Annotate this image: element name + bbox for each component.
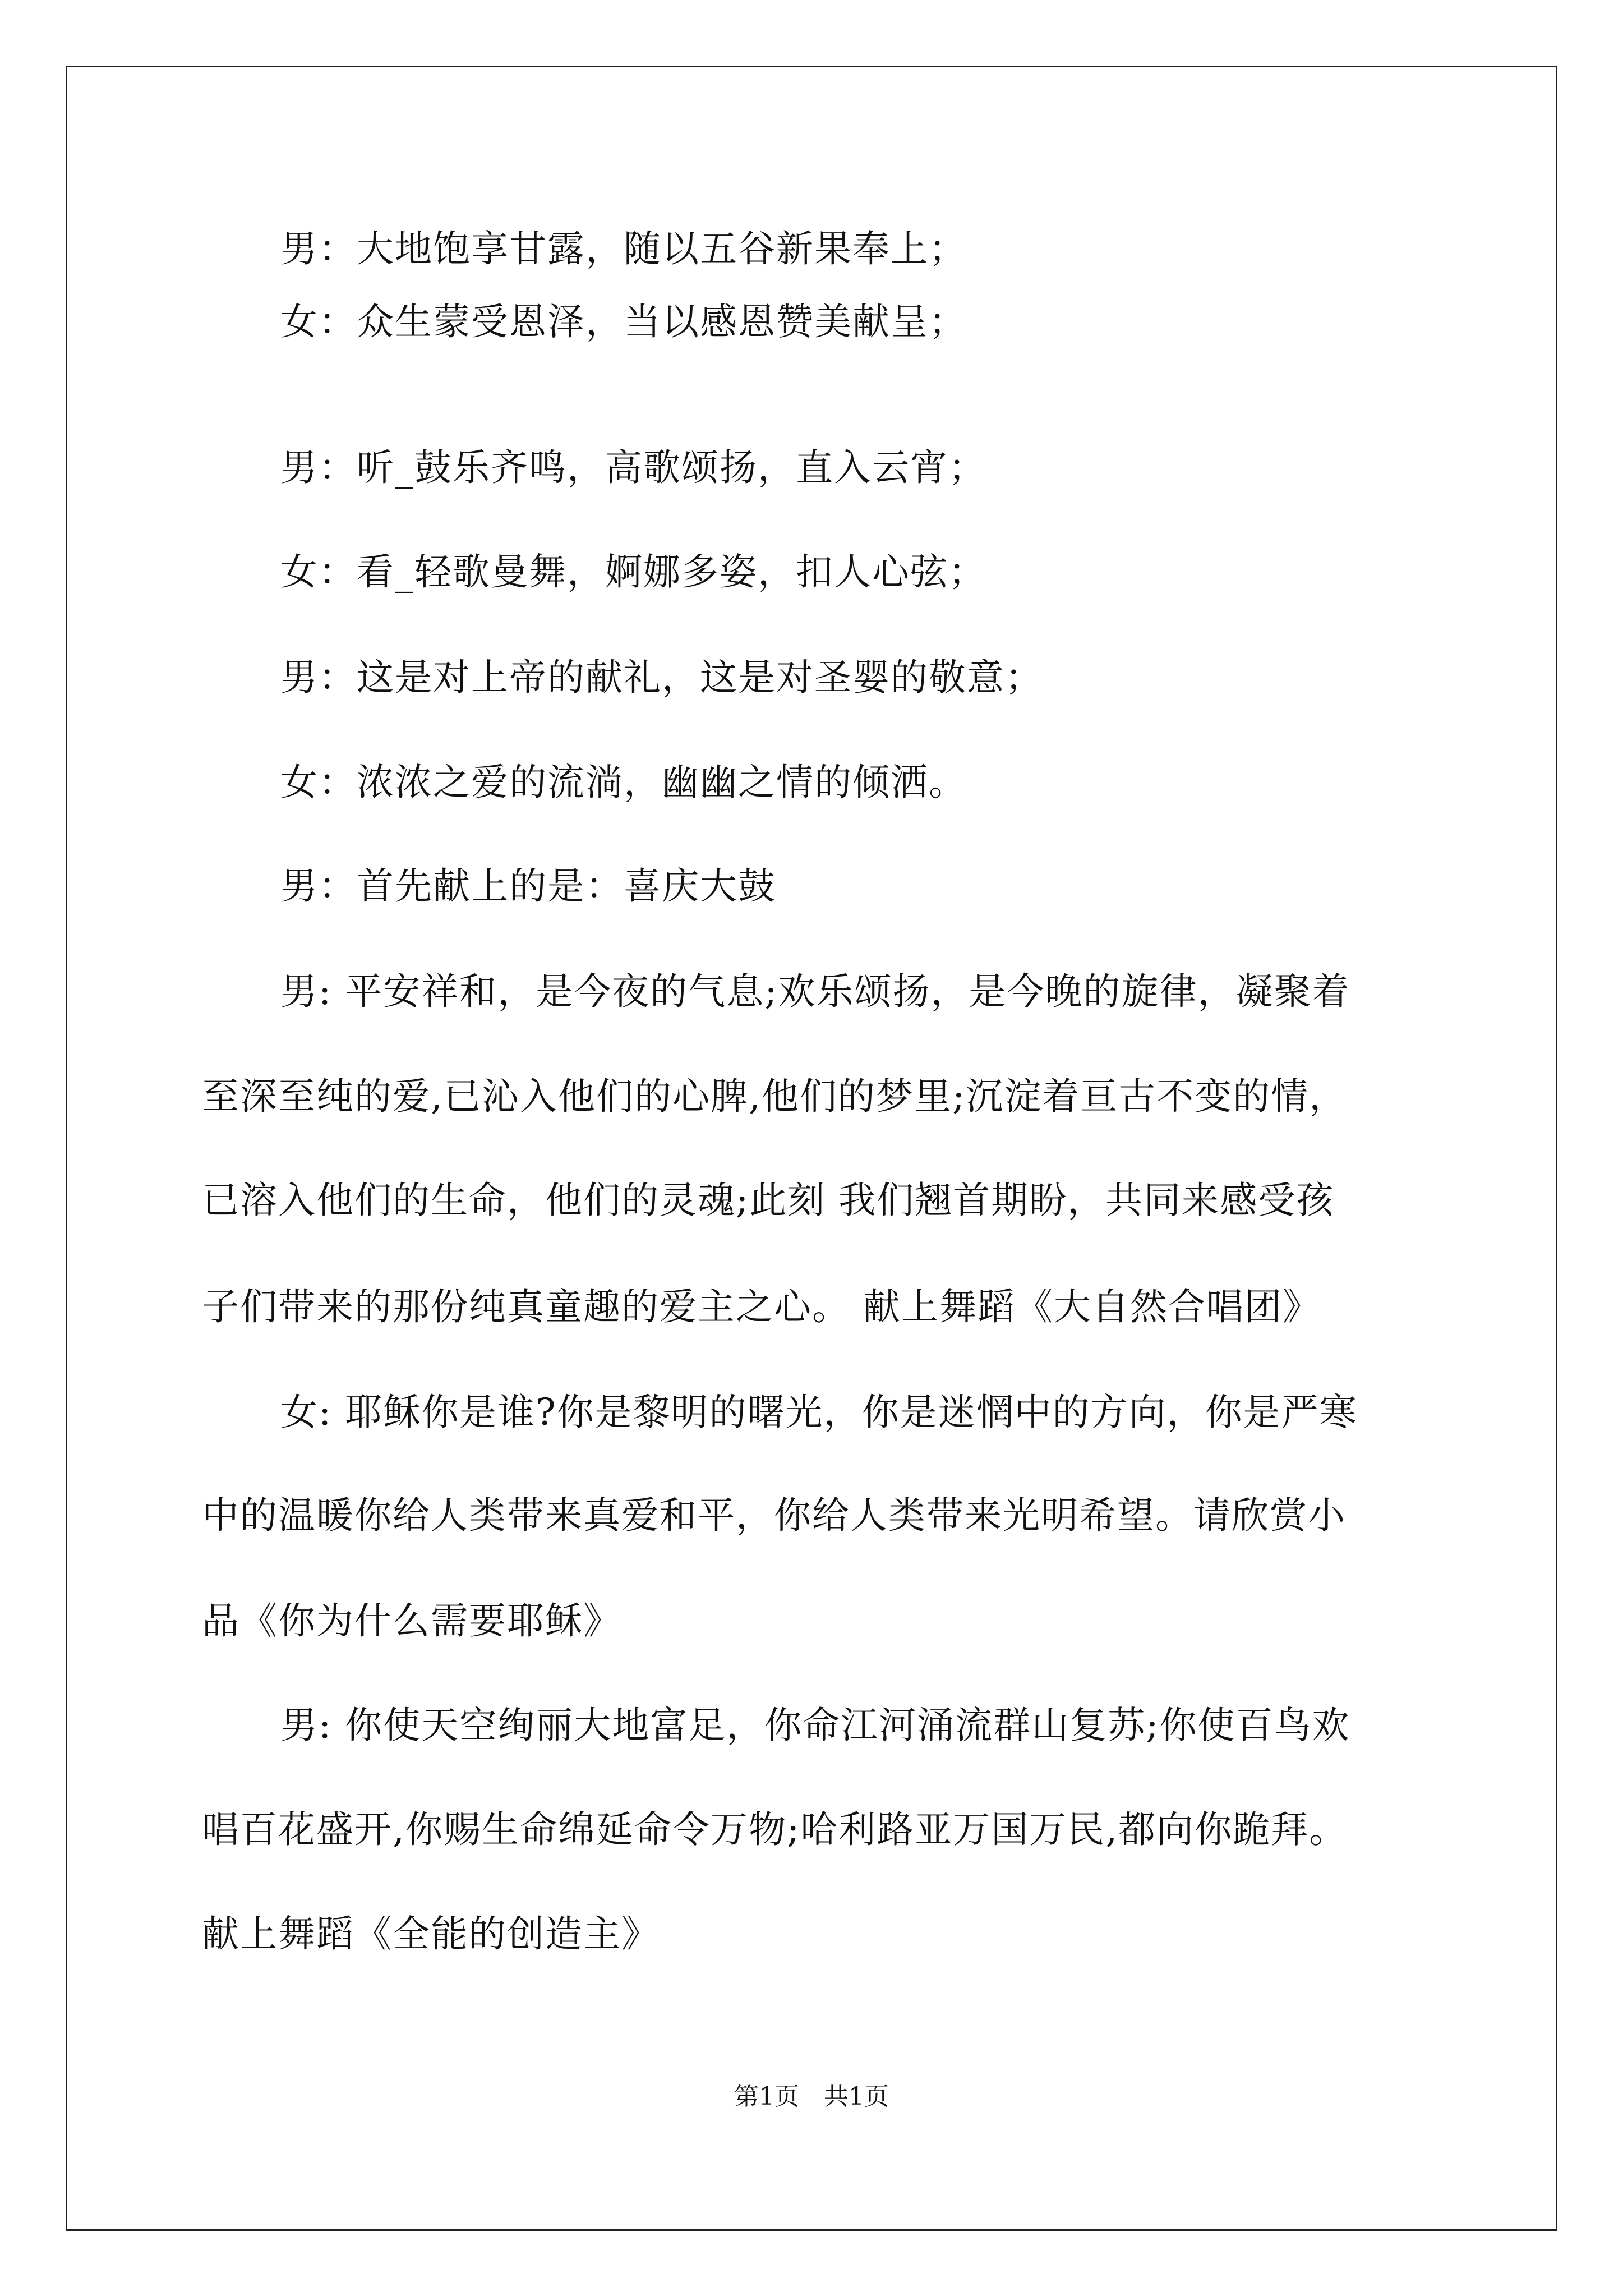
paragraph-line: 女：看_轻歌曼舞，婀娜多姿，扣人心弦； bbox=[280, 550, 986, 593]
paragraph-line: 女：众生蒙受恩泽，当以感恩赞美献呈； bbox=[280, 300, 967, 343]
paragraph-line: 男: 平安祥和，是今夜的气息;欢乐颂扬，是今晚的旋律，凝聚着 bbox=[280, 970, 1350, 1013]
paragraph-line: 子们带来的那份纯真童趣的爱主之心。 献上舞蹈《大自然合唱团》 bbox=[202, 1285, 1321, 1328]
page-border bbox=[66, 66, 1557, 2231]
paragraph-line: 献上舞蹈《全能的创造主》 bbox=[202, 1912, 660, 1955]
paragraph-line: 中的温暖你给人类带来真爱和平，你给人类带来光明希望。请欣赏小 bbox=[202, 1494, 1346, 1537]
paragraph-line: 男：大地饱享甘露，随以五谷新果奉上； bbox=[280, 227, 967, 270]
paragraph-line: 男：这是对上帝的献礼，这是对圣婴的敬意； bbox=[280, 656, 1043, 699]
paragraph-line: 至深至纯的爱,已沁入他们的心脾,他们的梦里;沉淀着亘古不变的情， bbox=[202, 1075, 1348, 1118]
paragraph-line: 品《你为什么需要耶稣》 bbox=[202, 1599, 621, 1642]
paragraph-line: 唱百花盛开,你赐生命绵延命令万物;哈利路亚万国万民,都向你跪拜。 bbox=[202, 1808, 1348, 1851]
paragraph-line: 男：首先献上的是：喜庆大鼓 bbox=[280, 864, 776, 908]
paragraph-line: 男: 你使天空绚丽大地富足，你命江河涌流群山复苏;你使百鸟欢 bbox=[280, 1704, 1350, 1747]
page-number-footer: 第1页 共1页 bbox=[734, 2082, 889, 2111]
paragraph-line: 已溶入他们的生命，他们的灵魂;此刻 我们翘首期盼，共同来感受孩 bbox=[202, 1179, 1335, 1222]
paragraph-line: 女：浓浓之爱的流淌，幽幽之情的倾洒。 bbox=[280, 761, 967, 804]
paragraph-line: 女: 耶稣你是谁?你是黎明的曙光，你是迷惘中的方向，你是严寒 bbox=[280, 1391, 1358, 1434]
paragraph-line: 男：听_鼓乐齐鸣，高歌颂扬，直入云宵； bbox=[280, 446, 986, 489]
